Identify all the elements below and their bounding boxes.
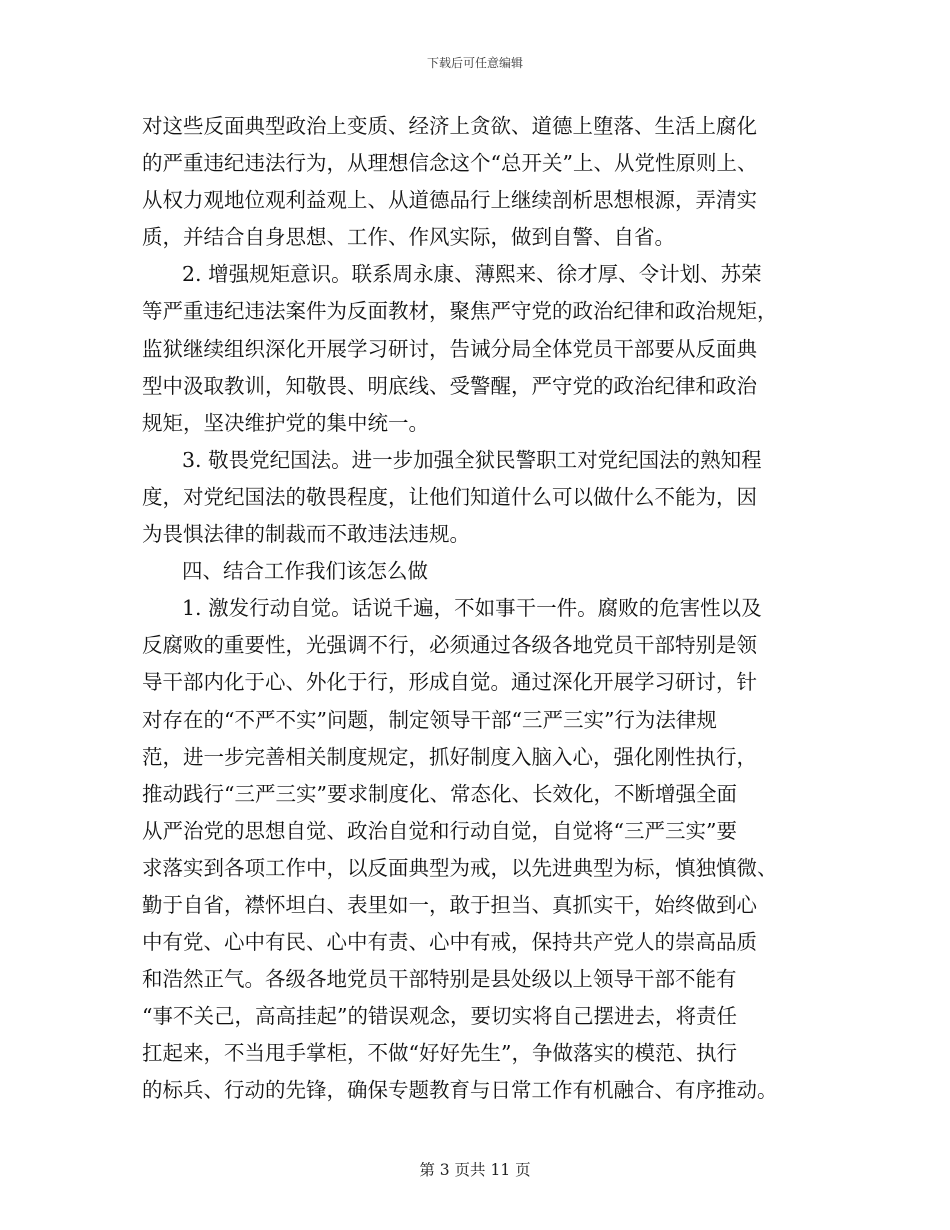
text-line: 的严重违纪违法行为，从理想信念这个“总开关”上、从党性原则上、	[142, 151, 758, 176]
text-line: 从权力观地位观利益观上、从道德品行上继续剖析思想根源，弄清实	[142, 188, 757, 213]
text-line: 监狱继续组织深化开展学习研讨，告诫分局全体党员干部要从反面典	[142, 336, 757, 361]
text-line: “事不关己，高高挂起”的错误观念，要切实将自己摆进去，将责任	[142, 1004, 737, 1029]
text-line: 等严重违纪违法案件为反面教材，聚焦严守党的政治纪律和政治规矩，	[142, 299, 778, 324]
text-line: 勤于自省，襟怀坦白、表里如一，敢于担当、真抓实干，始终做到心	[142, 892, 757, 917]
text-line: 型中汲取教训，知敬畏、明底线、受警醒，严守党的政治纪律和政治	[142, 373, 757, 398]
text-line: 度，对党纪国法的敬畏程度，让他们知道什么可以做什么不能为，因	[142, 484, 757, 509]
text-line: 3. 敬畏党纪国法。进一步加强全狱民警职工对党纪国法的熟知程	[182, 447, 762, 472]
text-line: 1. 激发行动自觉。话说千遍，不如事干一件。腐败的危害性以及	[182, 596, 762, 621]
text-line: 对这些反面典型政治上变质、经济上贪欲、道德上堕落、生活上腐化	[142, 114, 757, 138]
page-header: 下载后可任意编辑	[426, 56, 523, 70]
text-line: 2. 增强规矩意识。联系周永康、薄熙来、徐才厚、令计划、苏荣	[182, 262, 762, 287]
page-number: 第 3 页共 11 页	[419, 1161, 531, 1179]
text-line: 对存在的“不严不实”问题，制定领导干部“三严三实”行为法律规	[142, 707, 717, 732]
text-line: 扛起来，不当甩手掌柜，不做“好好先生”，争做落实的模范、执行	[142, 1041, 737, 1066]
text-line: 范，进一步完善相关制度规定，抓好制度入脑入心，强化刚性执行，	[142, 744, 757, 769]
text-line: 推动践行“三严三实”要求制度化、常态化、长效化，不断增强全面	[142, 781, 737, 806]
text-line: 的标兵、行动的先锋，确保专题教育与日常工作有机融合、有序推动。	[142, 1078, 778, 1103]
text-line: 求落实到各项工作中，以反面典型为戒，以先进典型为标，慎独慎微、	[142, 855, 778, 880]
text-line: 反腐败的重要性，光强调不行，必须通过各级各地党员干部特别是领	[142, 633, 757, 658]
text-line: 导干部内化于心、外化于行，形成自觉。通过深化开展学习研讨，针	[142, 670, 757, 695]
text-line: 规矩，坚决维护党的集中统一。	[142, 410, 429, 435]
text-line: 和浩然正气。各级各地党员干部特别是县处级以上领导干部不能有	[142, 967, 737, 992]
text-line: 从严治党的思想自觉、政治自觉和行动自觉，自觉将“三严三实”要	[142, 818, 737, 843]
text-line: 为畏惧法律的制裁而不敢违法违规。	[142, 522, 470, 547]
text-line: 四、结合工作我们该怎么做	[182, 559, 428, 584]
text-line: 质，并结合自身思想、工作、作风实际，做到自警、自省。	[142, 225, 675, 250]
text-line: 中有党、心中有民、心中有责、心中有戒，保持共产党人的崇高品质	[142, 930, 757, 955]
document-body	[142, 108, 810, 1110]
